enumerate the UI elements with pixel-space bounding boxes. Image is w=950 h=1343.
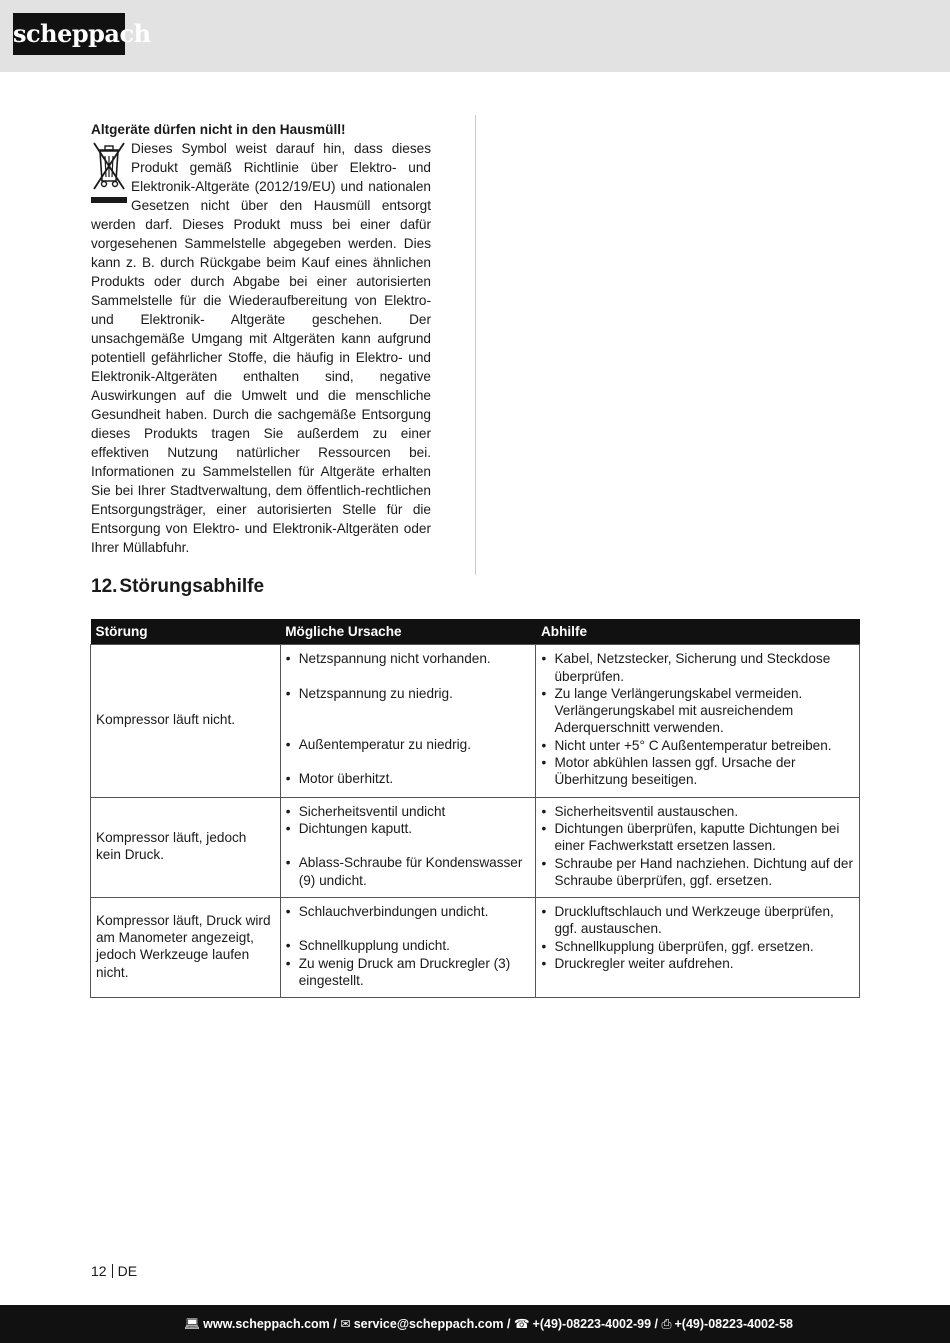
cause-cell bbox=[280, 645, 536, 797]
header-bar bbox=[0, 0, 950, 72]
page-number-divider bbox=[112, 1264, 113, 1278]
footer-bar bbox=[0, 1305, 950, 1343]
remedy-item: • Kabel, Netzstecker, Sicherung und Steckdose überprüfen. bbox=[541, 650, 854, 685]
column-header-remedy: Abhilfe bbox=[536, 619, 860, 645]
cause-cell bbox=[280, 898, 536, 998]
computer-icon: 💻︎ bbox=[184, 1317, 201, 1331]
table-row bbox=[91, 645, 860, 797]
remedy-item: • Schnellkupplung überprüfen, ggf. ersetzen. bbox=[541, 938, 854, 955]
cause-item: • Ablass-Schraube für Kondenswasser (9) undicht. bbox=[286, 854, 531, 889]
fax-icon: ⎙ bbox=[661, 1317, 672, 1331]
section-title bbox=[91, 575, 264, 599]
remedy-item: • Motor abkühlen lassen ggf. Ursache der Überhitzung beseitigen. bbox=[541, 754, 854, 789]
page-number-value: 12 bbox=[91, 1263, 107, 1279]
disposal-text: Dieses Symbol weist darauf hin, dass dieses Produkt gemäß Richtlinie über Elektro- und Elektronik-Altgeräte (2012/19/EU) und nationalen Gesetzen nicht über den Hausmüll entsorgt werden darf. Dieses Produkt muss bei einer dafür vorgesehenen Sammelstelle abgegeben werden. Dies kann z. B. durch Rückgabe beim Kauf eines ähnlichen Produkts oder durch Abgabe bei einer autorisierten Sammelstelle für die Wiederaufbereitung von Elektro- und Elektronik- Altgeräte geschehen. Der unsachgemäße Umgang mit Altgeräten kann aufgrund potentiell gefährlicher Stoffe, die häufig in Elektro- und Elektronik-Altgeräten enthalten sind, negative Auswirkungen auf die Umwelt und die menschliche Gesundheit haben. Durch die sachgemäße Entsorgung dieses Produkts tragen Sie außerdem zu einer effektiven Nutzung natürlicher Ressourcen bei. Informationen zu Sammelstellen für Altgeräte erhalten Sie bei Ihrer Stadtverwaltung, dem öffentlich-rechtlichen Entsorgungsträger, einer autorisierten Stelle für die Entsorgung von Elektro- und Elektronik-Altgeräten oder Ihrer Müllabfuhr. bbox=[91, 141, 431, 555]
problem-cell: Kompressor läuft, Druck wird am Manometer angezeigt, jedoch Werkzeuge laufen nicht. bbox=[91, 898, 281, 998]
cause-item: • Dichtungen kaputt. bbox=[286, 820, 531, 837]
table-header-row bbox=[91, 619, 860, 645]
footer-email[interactable]: service@scheppach.com bbox=[353, 1317, 504, 1331]
problem-cell: Kompressor läuft, jedoch kein Druck. bbox=[91, 797, 281, 897]
remedy-item: • Sicherheitsventil austauschen. bbox=[541, 803, 854, 820]
phone-icon: ☎ bbox=[513, 1317, 530, 1331]
disposal-notice bbox=[91, 120, 431, 557]
remedy-cell bbox=[536, 898, 860, 998]
footer-fax: +(49)-08223-4002-58 bbox=[674, 1317, 793, 1331]
table-row bbox=[91, 898, 860, 998]
footer-phone: +(49)-08223-4002-99 bbox=[532, 1317, 652, 1331]
column-header-cause: Mögliche Ursache bbox=[280, 619, 536, 645]
footer-separator: / bbox=[506, 1317, 511, 1331]
cause-item: • Sicherheitsventil undicht bbox=[286, 803, 531, 820]
cause-item: • Netzspannung zu niedrig. bbox=[286, 685, 531, 702]
cause-item: • Motor überhitzt. bbox=[286, 770, 531, 787]
column-header-problem: Störung bbox=[91, 619, 281, 645]
remedy-item: • Zu lange Verlängerungskabel vermeiden. Verlängerungskabel mit ausreichendem Aderquerschnitt verwenden. bbox=[541, 685, 854, 737]
brand-logo: scheppach bbox=[13, 13, 125, 55]
section-number: 12. bbox=[91, 576, 118, 597]
footer-website[interactable]: www.scheppach.com bbox=[203, 1317, 330, 1331]
envelope-icon: ✉ bbox=[340, 1317, 351, 1331]
remedy-item: • Nicht unter +5° C Außentemperatur betreiben. bbox=[541, 737, 854, 754]
remedy-cell bbox=[536, 645, 860, 797]
remedy-item: • Druckregler weiter aufdrehen. bbox=[541, 955, 854, 972]
troubleshooting-table bbox=[90, 619, 860, 998]
problem-cell: Kompressor läuft nicht. bbox=[91, 645, 281, 797]
footer-separator: / bbox=[654, 1317, 658, 1331]
cause-item: • Schnellkupplung undicht. bbox=[286, 937, 531, 954]
remedy-item: • Druckluftschlauch und Werkzeuge überprüfen, ggf. austauschen. bbox=[541, 903, 854, 938]
remedy-item: • Dichtungen überprüfen, kaputte Dichtungen bei einer Fachwerkstatt ersetzen lassen. bbox=[541, 820, 854, 855]
remedy-cell bbox=[536, 797, 860, 897]
remedy-item: • Schraube per Hand nachziehen. Dichtung auf der Schraube überprüfen, ggf. ersetzen. bbox=[541, 855, 854, 890]
crossed-out-wheeled-bin-icon bbox=[91, 141, 127, 207]
column-divider bbox=[475, 115, 476, 575]
page-language: DE bbox=[117, 1263, 138, 1279]
page-number bbox=[91, 1262, 137, 1280]
cause-item: • Außentemperatur zu niedrig. bbox=[286, 736, 531, 753]
cause-cell bbox=[280, 797, 536, 897]
disposal-heading: Altgeräte dürfen nicht in den Hausmüll! bbox=[91, 122, 346, 137]
table-row bbox=[91, 797, 860, 897]
cause-item: • Zu wenig Druck am Druckregler (3) eingestellt. bbox=[286, 955, 531, 990]
footer-separator: / bbox=[333, 1317, 337, 1331]
cause-item: • Schlauchverbindungen undicht. bbox=[286, 903, 531, 920]
cause-item: • Netzspannung nicht vorhanden. bbox=[286, 650, 531, 667]
section-title-text: Störungsabhilfe bbox=[119, 576, 265, 597]
